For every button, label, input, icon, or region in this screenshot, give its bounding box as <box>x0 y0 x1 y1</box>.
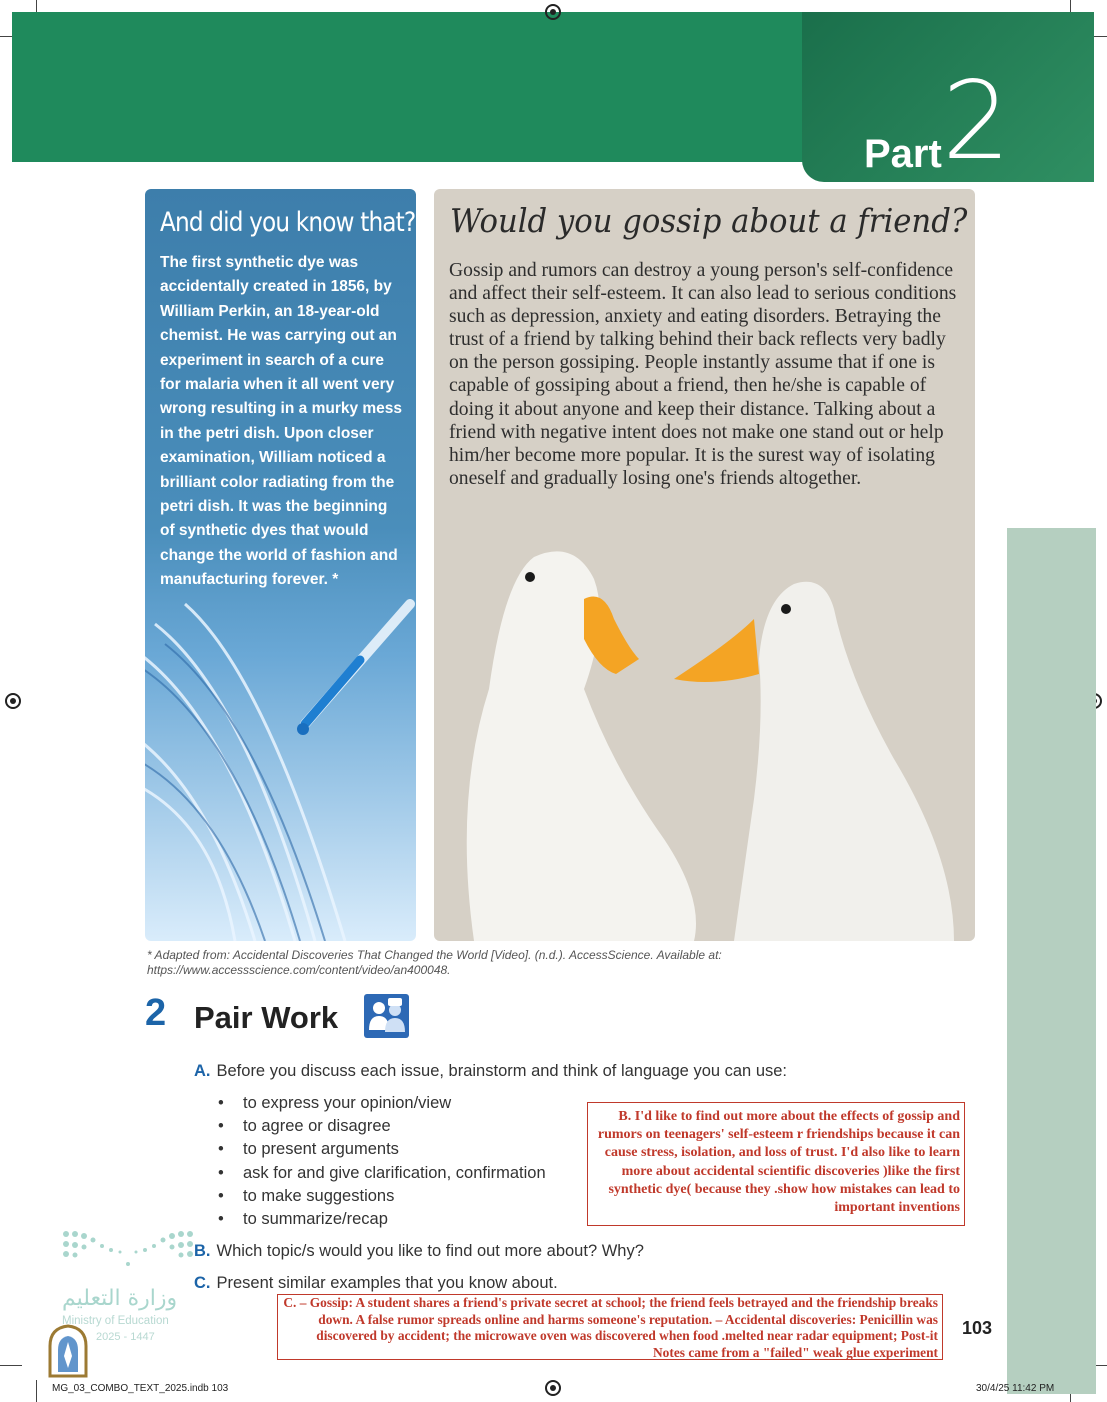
question-b-text: Which topic/s would you like to find out more about? Why? <box>216 1242 644 1260</box>
file-slug: MG_03_COMBO_TEXT_2025.indb 103 <box>52 1383 229 1394</box>
list-item: • to agree or disagree <box>218 1115 546 1138</box>
list-item: • to make suggestions <box>218 1185 546 1208</box>
list-item: • ask for and give clarification, confirmation <box>218 1162 546 1185</box>
registration-mark-icon <box>545 4 561 20</box>
footnote: * Adapted from: Accidental Discoveries That Changed the World [Video]. (n.d.). AccessScience. Available at: https://www.accessscience.com/content/video/an400048. <box>147 948 722 977</box>
question-c-text: Present similar examples that you know about. <box>216 1274 558 1292</box>
fact-box-title: And did you know that? <box>160 207 416 238</box>
ministry-english-name: Ministry of Education <box>62 1315 169 1327</box>
language-bullet-list <box>218 1092 546 1231</box>
pair-work-icon <box>364 994 409 1038</box>
answer-c-box: C. – Gossip: A student shares a friend's private secret at school; the friend feels betrayed and the friendship breaks down. A false rumor spreads online and harms someone's reputation. – Accidental discoveries: Penicillin was discovered by accident; the microwave oven was discovered when food .melted near radar equipment; Post-it Notes came from a "failed" weak glue experiment <box>277 1294 943 1360</box>
test-tubes-image <box>145 584 416 941</box>
gossip-box-title: Would you gossip about a friend? <box>450 201 968 240</box>
list-item: • to express your opinion/view <box>218 1092 546 1115</box>
ducks-image <box>434 539 975 941</box>
question-a <box>194 1062 787 1081</box>
list-item: • to present arguments <box>218 1138 546 1161</box>
gossip-box <box>434 189 975 941</box>
question-b-letter: B. <box>194 1242 211 1260</box>
fact-box-body: The first synthetic dye was accidentally created in 1856, by William Perkin, an 18-year-old chemist. He was carrying out an experiment in search of a cure for malaria when it all went very wrong resulting in a murky mess in the petri dish. Upon closer examination, William noticed a brilliant color radiating from the petri dish. It was the beginning of synthetic dyes that would change the world of fashion and manufacturing forever. * <box>160 254 403 589</box>
ministry-year: 2025 - 1447 <box>96 1331 155 1343</box>
crop-mark <box>36 1380 37 1402</box>
question-a-letter: A. <box>194 1062 211 1080</box>
list-item: • to summarize/recap <box>218 1208 546 1231</box>
part-label: Part <box>864 132 942 176</box>
crop-mark <box>0 1365 22 1366</box>
site-emblem-icon <box>44 1324 92 1378</box>
question-a-text: Before you discuss each issue, brainstorm and think of language you can use: <box>216 1062 788 1080</box>
section-title: Pair Work <box>194 1000 339 1035</box>
page-number: 103 <box>962 1318 993 1338</box>
question-c-letter: C. <box>194 1274 211 1292</box>
side-decorative-strip <box>1007 528 1096 1394</box>
question-c <box>194 1274 558 1293</box>
part-number: 2 <box>942 59 1011 184</box>
ministry-dots-icon <box>58 1228 198 1278</box>
gossip-box-body: Gossip and rumors can destroy a young person's self-confidence and affect their self-esteem. It can also lead to serious conditions such as depression, anxiety and eating disorders. Betraying the trust of a friend by talking behind their back reflects very badly on the person gossiping. People instantly assume that if one is capable of gossiping about a friend, then he/she is capable of doing it about anyone and keep their distance. Talking about a friend with negative intent does not make one stand out or help him/her become more popular. It is the surest way of isolating oneself and gradually losing one's friends altogether. <box>449 260 957 489</box>
registration-mark-icon <box>545 1380 561 1396</box>
question-b <box>194 1242 644 1261</box>
registration-mark-icon <box>5 693 21 709</box>
fact-box <box>145 189 416 941</box>
date-slug: 30/4/25 11:42 PM <box>976 1383 1055 1394</box>
answer-b-box: B. I'd like to find out more about the effects of gossip and rumors on teenagers' self-esteem r friendships because it can cause stress, isolation, and loss of trust. I'd also like to learn more about accidental scientific discoveries )like the first synthetic dye( because they .show how mistakes can lead to important inventions <box>587 1102 965 1226</box>
ministry-arabic-name: وزارة التعليم <box>62 1286 178 1311</box>
section-number: 2 <box>145 992 167 1034</box>
